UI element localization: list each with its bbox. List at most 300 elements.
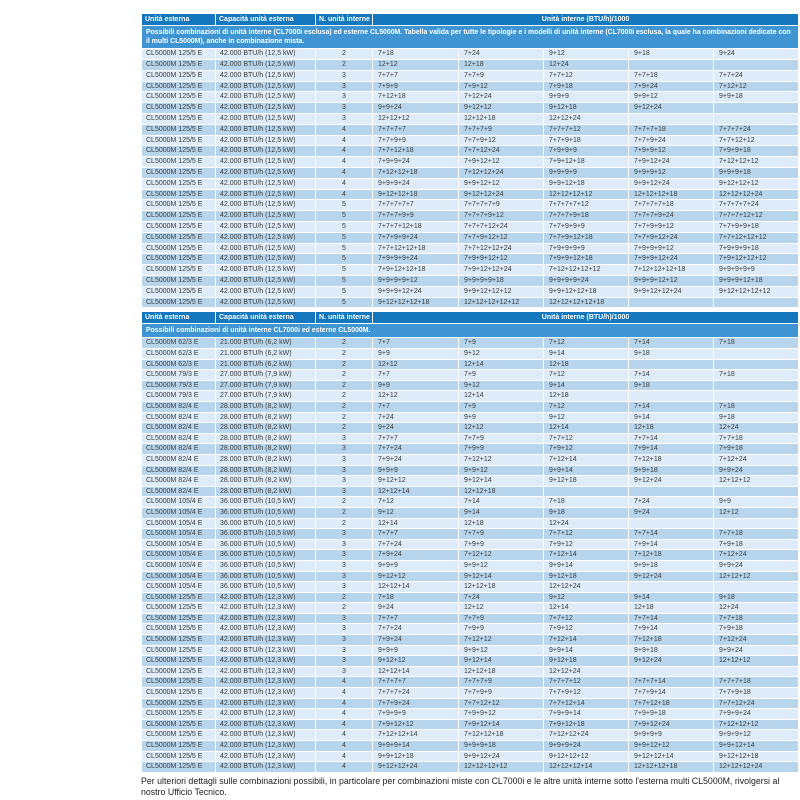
capacity-cell: 42.000 BTU/h (12,5 kW) <box>216 190 315 200</box>
combination-cell: 7+7+9 <box>459 614 543 624</box>
outdoor-unit-cell: CL5000M 125/5 E <box>142 222 215 232</box>
combination-cell: 7+7+7+9+24 <box>629 211 713 221</box>
table-row <box>142 391 798 401</box>
table-row <box>142 720 798 730</box>
table-row <box>142 709 798 719</box>
combination-cell: 7+9+12+12+12 <box>714 254 798 264</box>
indoor-count-cell: 5 <box>316 287 372 297</box>
combination-cell: 7+7+9+14 <box>629 688 713 698</box>
combination-cell: 7+12+12+12+18 <box>629 265 713 275</box>
combination-cell: 7+7+24 <box>373 540 458 550</box>
table-row <box>142 360 798 370</box>
capacity-cell: 42.000 BTU/h (12,3 kW) <box>216 603 315 613</box>
outdoor-unit-cell: CL5000M 125/5 E <box>142 287 215 297</box>
capacity-cell: 42.000 BTU/h (12,5 kW) <box>216 179 315 189</box>
indoor-count-cell: 3 <box>316 455 372 465</box>
combination-cell: 12+12+18 <box>459 114 543 124</box>
combination-cell: 12+12+24 <box>544 667 628 677</box>
combination-cell: 9+12+18 <box>544 572 628 582</box>
combination-cell: 12+12+18 <box>459 582 543 592</box>
indoor-count-cell: 4 <box>316 709 372 719</box>
table-row <box>142 146 798 156</box>
indoor-count-cell: 5 <box>316 233 372 243</box>
combination-cell: 7+12+12 <box>714 82 798 92</box>
table-header-row <box>142 14 798 25</box>
combination-cell: 7+9+12+12 <box>373 720 458 730</box>
combination-cell <box>714 487 798 497</box>
table-note-row <box>142 26 798 48</box>
combination-cell: 7+7+12 <box>544 71 628 81</box>
indoor-count-cell: 4 <box>316 157 372 167</box>
combination-cell: 7+7+9+9+24 <box>373 233 458 243</box>
capacity-cell: 36.000 BTU/h (10,5 kW) <box>216 519 315 529</box>
combination-cell: 7+9+14 <box>629 624 713 634</box>
outdoor-unit-cell: CL5000M 105/4 E <box>142 561 215 571</box>
combination-cell: 9+9+12+12+12 <box>459 287 543 297</box>
combination-cell: 12+12+14 <box>373 487 458 497</box>
indoor-count-cell: 5 <box>316 254 372 264</box>
combination-cell: 7+9+9+9+24 <box>373 254 458 264</box>
outdoor-unit-cell: CL5000M 125/5 E <box>142 276 215 286</box>
combination-cell: 9+18 <box>714 413 798 423</box>
combination-cell: 7+12+14 <box>544 635 628 645</box>
table-row <box>142 646 798 656</box>
combination-cell: 9+9+12+12+18 <box>544 287 628 297</box>
capacity-cell: 28.000 BTU/h (8,2 kW) <box>216 444 315 454</box>
combination-cell: 9+24 <box>373 603 458 613</box>
combination-cell: 9+12+12+24 <box>459 190 543 200</box>
capacity-cell: 36.000 BTU/h (10,5 kW) <box>216 561 315 571</box>
table-row <box>142 114 798 124</box>
combination-cell: 7+7+7+12+18 <box>373 222 458 232</box>
combination-cell: 7+7+7 <box>373 614 458 624</box>
combination-cell: 7+14 <box>629 370 713 380</box>
combination-cell: 12+12 <box>373 60 458 70</box>
table-row <box>142 71 798 81</box>
capacity-cell: 42.000 BTU/h (12,3 kW) <box>216 720 315 730</box>
outdoor-unit-cell: CL5000M 125/5 E <box>142 136 215 146</box>
outdoor-unit-cell: CL5000M 105/4 E <box>142 572 215 582</box>
combination-cell <box>714 519 798 529</box>
table-row <box>142 254 798 264</box>
combination-cell: 9+12 <box>544 593 628 603</box>
combination-cell: 7+18 <box>714 370 798 380</box>
table-row <box>142 656 798 666</box>
combination-cell: 7+7+14 <box>629 614 713 624</box>
indoor-count-cell: 3 <box>316 103 372 113</box>
capacity-cell: 42.000 BTU/h (12,3 kW) <box>216 635 315 645</box>
outdoor-unit-cell: CL5000M 125/5 E <box>142 244 215 254</box>
outdoor-unit-cell: CL5000M 62/3 E <box>142 360 215 370</box>
combination-cell: 9+9+24 <box>714 646 798 656</box>
combination-cell: 9+9+9 <box>373 466 458 476</box>
outdoor-unit-cell: CL5000M 82/4 E <box>142 423 215 433</box>
outdoor-unit-cell: CL5000M 125/5 E <box>142 168 215 178</box>
combination-cell: 12+18 <box>459 519 543 529</box>
combination-cell: 7+7+7 <box>373 71 458 81</box>
capacity-cell: 42.000 BTU/h (12,5 kW) <box>216 103 315 113</box>
combination-cell: 9+9+18 <box>629 561 713 571</box>
outdoor-unit-cell: CL5000M 105/4 E <box>142 519 215 529</box>
combination-cell: 9+9+12+24 <box>629 179 713 189</box>
combination-cell: 7+9+9+24 <box>373 157 458 167</box>
table-body <box>142 49 798 307</box>
combination-cell: 9+9+18 <box>629 646 713 656</box>
combination-cell: 9+9+12+18 <box>544 179 628 189</box>
indoor-count-cell: 5 <box>316 211 372 221</box>
indoor-count-cell: 4 <box>316 136 372 146</box>
combination-cell: 7+7+7+14 <box>629 677 713 687</box>
combination-cell: 7+7+9+12 <box>459 136 543 146</box>
combination-cell: 9+9+24 <box>373 103 458 113</box>
combination-cell: 7+12+18 <box>373 92 458 102</box>
combination-cell <box>714 360 798 370</box>
table-row <box>142 200 798 210</box>
indoor-count-cell: 2 <box>316 423 372 433</box>
combination-cell: 7+7+9+18 <box>714 688 798 698</box>
indoor-count-cell: 2 <box>316 349 372 359</box>
table-row <box>142 222 798 232</box>
table-row <box>142 49 798 59</box>
indoor-count-cell: 3 <box>316 529 372 539</box>
combination-cell: 12+12 <box>373 360 458 370</box>
indoor-count-cell: 2 <box>316 391 372 401</box>
combination-cell: 7+9 <box>459 338 543 348</box>
combination-cell: 9+9+14 <box>544 646 628 656</box>
outdoor-unit-cell: CL5000M 62/3 E <box>142 338 215 348</box>
combination-cell: 7+9+12+18 <box>544 720 628 730</box>
combination-cell: 7+9+12+14 <box>459 720 543 730</box>
combination-cell: 7+7+24 <box>714 71 798 81</box>
table-note-row <box>142 324 798 337</box>
combination-cell <box>714 114 798 124</box>
combination-cell: 9+9 <box>714 497 798 507</box>
capacity-cell: 28.000 BTU/h (8,2 kW) <box>216 466 315 476</box>
combination-cell: 7+7+12+12+12 <box>714 233 798 243</box>
combination-cell: 7+12+24 <box>459 92 543 102</box>
indoor-count-cell: 3 <box>316 624 372 634</box>
combination-cell: 9+12+24 <box>629 103 713 113</box>
combination-cell: 7+9+9+9 <box>373 709 458 719</box>
combination-cell: 7+12+14 <box>544 455 628 465</box>
column-header-outdoor-unit: Unità esterna <box>142 14 215 25</box>
combination-cell: 7+12+24 <box>714 550 798 560</box>
outdoor-unit-cell: CL5000M 125/5 E <box>142 71 215 81</box>
indoor-count-cell: 3 <box>316 71 372 81</box>
capacity-cell: 42.000 BTU/h (12,5 kW) <box>216 168 315 178</box>
combination-cell: 7+12+12 <box>459 635 543 645</box>
indoor-count-cell: 4 <box>316 146 372 156</box>
outdoor-unit-cell: CL5000M 125/5 E <box>142 49 215 59</box>
indoor-count-cell: 3 <box>316 572 372 582</box>
combination-cell: 7+7+7+7+7 <box>373 200 458 210</box>
combination-cell: 12+18 <box>629 603 713 613</box>
outdoor-unit-cell: CL5000M 82/4 E <box>142 402 215 412</box>
capacity-cell: 21.000 BTU/h (6,2 kW) <box>216 360 315 370</box>
combination-cell: 9+9+9+9+18 <box>459 276 543 286</box>
combination-cell: 7+7+9+9 <box>459 688 543 698</box>
combination-cell: 7+9+12 <box>544 540 628 550</box>
combination-cell: 7+9+9+12+18 <box>544 254 628 264</box>
indoor-count-cell: 3 <box>316 614 372 624</box>
combination-cell <box>629 667 713 677</box>
indoor-count-cell: 3 <box>316 635 372 645</box>
capacity-cell: 42.000 BTU/h (12,3 kW) <box>216 677 315 687</box>
indoor-count-cell: 5 <box>316 244 372 254</box>
combination-cell: 9+9+9+9 <box>544 168 628 178</box>
combination-cell: 12+12+12+18 <box>629 190 713 200</box>
combination-cell: 7+9+18 <box>714 444 798 454</box>
combination-cell <box>714 60 798 70</box>
capacity-cell: 42.000 BTU/h (12,5 kW) <box>216 265 315 275</box>
combination-cell: 7+7+7+7 <box>373 125 458 135</box>
combination-cell: 7+9+18 <box>714 624 798 634</box>
combination-cell: 7+7+7+12+24 <box>459 222 543 232</box>
table-row <box>142 487 798 497</box>
combination-cell: 7+7+7+9+12 <box>459 211 543 221</box>
footer-note: Per ulteriori dettagli sulle combinazioni possibili, in particolare per combinazioni miste con CL7000i e le altre unità interne sotto l'esterna multi CL5000M, rivolgersi al nostro Ufficio Tecnico. <box>141 776 780 798</box>
combination-cell: 7+9+9+9+9 <box>544 244 628 254</box>
combination-cell: 9+9+14 <box>544 466 628 476</box>
combination-cell: 9+9+24 <box>714 466 798 476</box>
table-row <box>142 593 798 603</box>
combination-cell: 7+7+24 <box>373 624 458 634</box>
combination-cell: 9+12 <box>459 381 543 391</box>
capacity-cell: 28.000 BTU/h (8,2 kW) <box>216 423 315 433</box>
table-row <box>142 730 798 740</box>
capacity-cell: 42.000 BTU/h (12,3 kW) <box>216 688 315 698</box>
capacity-cell: 42.000 BTU/h (12,5 kW) <box>216 49 315 59</box>
combination-cell: 9+12+18 <box>544 656 628 666</box>
outdoor-unit-cell: CL5000M 125/5 E <box>142 667 215 677</box>
combination-cell <box>629 519 713 529</box>
outdoor-unit-cell: CL5000M 125/5 E <box>142 179 215 189</box>
outdoor-unit-cell: CL5000M 125/5 E <box>142 200 215 210</box>
combination-cell: 9+18 <box>714 593 798 603</box>
combination-cell: 7+12+12+14 <box>373 730 458 740</box>
outdoor-unit-cell: CL5000M 125/5 E <box>142 103 215 113</box>
combination-cell: 9+9+9+12 <box>629 168 713 178</box>
combination-cell: 12+12+12 <box>714 476 798 486</box>
outdoor-unit-cell: CL5000M 125/5 E <box>142 677 215 687</box>
outdoor-unit-cell: CL5000M 125/5 E <box>142 211 215 221</box>
capacity-cell: 28.000 BTU/h (8,2 kW) <box>216 413 315 423</box>
combination-cell: 9+18 <box>629 381 713 391</box>
capacity-cell: 42.000 BTU/h (12,5 kW) <box>216 82 315 92</box>
column-header-indoor-count: N. unità interne <box>316 14 372 25</box>
combination-cell: 7+9+12 <box>544 624 628 634</box>
capacity-cell: 42.000 BTU/h (12,5 kW) <box>216 136 315 146</box>
combination-cell: 9+9+12+24 <box>459 752 543 762</box>
combination-cell: 7+18 <box>373 593 458 603</box>
capacity-cell: 36.000 BTU/h (10,5 kW) <box>216 582 315 592</box>
outdoor-unit-cell: CL5000M 105/4 E <box>142 540 215 550</box>
capacity-cell: 36.000 BTU/h (10,5 kW) <box>216 572 315 582</box>
outdoor-unit-cell: CL5000M 62/3 E <box>142 349 215 359</box>
indoor-count-cell: 2 <box>316 413 372 423</box>
outdoor-unit-cell: CL5000M 125/5 E <box>142 593 215 603</box>
combination-cell: 9+12+12 <box>373 572 458 582</box>
table-row <box>142 603 798 613</box>
outdoor-unit-cell: CL5000M 125/5 E <box>142 60 215 70</box>
combination-cell: 9+12+14 <box>459 656 543 666</box>
combination-cell: 12+12+18 <box>459 667 543 677</box>
combination-cell: 12+18 <box>629 423 713 433</box>
combination-cell: 9+9+12 <box>629 92 713 102</box>
combination-cell: 7+9+18 <box>544 82 628 92</box>
table-note: Possibili combinazioni di unità interne (CL7000i esclusa) ed esterne CL5000M. Tabella valida per tutte le tipologie e i modelli di unità interne (CL7000i esclusa, la quale ha combinazioni dedicate con il multi CL5000M), anche in combinazione mista. <box>142 26 798 48</box>
combination-cell: 12+12+12+12+18 <box>544 298 628 308</box>
combination-cell: 7+12+18 <box>629 455 713 465</box>
outdoor-unit-cell: CL5000M 82/4 E <box>142 434 215 444</box>
indoor-count-cell: 2 <box>316 593 372 603</box>
combination-cell: 7+9+9+18 <box>714 146 798 156</box>
combination-cell: 9+12+12 <box>459 103 543 113</box>
combination-cell: 9+9 <box>373 381 458 391</box>
combination-cell: 12+14 <box>373 519 458 529</box>
combination-cell: 7+12 <box>544 338 628 348</box>
combination-cell: 9+12+18 <box>544 476 628 486</box>
capacity-cell: 42.000 BTU/h (12,3 kW) <box>216 624 315 634</box>
combination-cell: 7+18 <box>714 338 798 348</box>
table-row <box>142 179 798 189</box>
combination-cell: 9+12+12+24 <box>373 762 458 772</box>
indoor-count-cell: 5 <box>316 276 372 286</box>
combination-cell: 12+14 <box>544 423 628 433</box>
capacity-cell: 42.000 BTU/h (12,5 kW) <box>216 200 315 210</box>
combination-cell: 12+18 <box>544 391 628 401</box>
outdoor-unit-cell: CL5000M 125/5 E <box>142 688 215 698</box>
combination-cell: 9+9+18 <box>629 466 713 476</box>
combination-cell: 9+12+12 <box>373 476 458 486</box>
combination-cell: 7+7+18 <box>714 614 798 624</box>
combination-cell: 7+7+9 <box>459 434 543 444</box>
combination-cell <box>629 60 713 70</box>
combination-cell: 12+12+12+12+12 <box>459 298 543 308</box>
table-row <box>142 752 798 762</box>
capacity-cell: 42.000 BTU/h (12,3 kW) <box>216 709 315 719</box>
capacity-cell: 42.000 BTU/h (12,3 kW) <box>216 667 315 677</box>
combination-cell: 12+12+12+24 <box>714 762 798 772</box>
table-row <box>142 82 798 92</box>
combination-cell: 9+12 <box>373 508 458 518</box>
combination-cell <box>714 391 798 401</box>
combination-cell: 7+7+12+14 <box>544 699 628 709</box>
combination-cell: 7+12 <box>544 402 628 412</box>
outdoor-unit-cell: CL5000M 125/5 E <box>142 146 215 156</box>
combination-cell: 7+7+12+18 <box>629 699 713 709</box>
combination-cell: 12+12 <box>459 603 543 613</box>
indoor-count-cell: 2 <box>316 603 372 613</box>
combination-cell: 12+18 <box>544 360 628 370</box>
outdoor-unit-cell: CL5000M 125/5 E <box>142 157 215 167</box>
combination-cell: 7+12+12 <box>459 455 543 465</box>
capacity-cell: 42.000 BTU/h (12,3 kW) <box>216 762 315 772</box>
capacity-cell: 42.000 BTU/h (12,5 kW) <box>216 60 315 70</box>
table-row <box>142 667 798 677</box>
table-row <box>142 434 798 444</box>
outdoor-unit-cell: CL5000M 82/4 E <box>142 487 215 497</box>
combination-cell: 9+12+12+12+18 <box>373 298 458 308</box>
table-row <box>142 211 798 221</box>
table-row <box>142 572 798 582</box>
outdoor-unit-cell: CL5000M 125/5 E <box>142 92 215 102</box>
combination-cell: 9+9+24 <box>714 561 798 571</box>
outdoor-unit-cell: CL5000M 125/5 E <box>142 614 215 624</box>
column-header-indoor-units: Unità interne (BTU/h)/1000 <box>373 312 798 323</box>
outdoor-unit-cell: CL5000M 125/5 E <box>142 125 215 135</box>
combination-cell: 7+24 <box>459 593 543 603</box>
table-row <box>142 244 798 254</box>
combination-cell: 7+7+12 <box>544 529 628 539</box>
capacity-cell: 42.000 BTU/h (12,3 kW) <box>216 752 315 762</box>
indoor-count-cell: 4 <box>316 741 372 751</box>
combination-cell: 9+9+12+14 <box>714 741 798 751</box>
combination-cell: 7+12+18 <box>629 550 713 560</box>
combination-cell: 12+14 <box>459 391 543 401</box>
combination-cell: 7+9+9+9+18 <box>714 244 798 254</box>
combination-cell: 9+24 <box>629 508 713 518</box>
table-row <box>142 136 798 146</box>
combination-cell: 7+7+7+7+24 <box>714 200 798 210</box>
combination-cell: 7+12+12+12 <box>714 157 798 167</box>
combination-cell <box>544 487 628 497</box>
indoor-count-cell: 4 <box>316 752 372 762</box>
combination-cell: 7+9+18 <box>714 540 798 550</box>
combination-cell: 12+12+14 <box>373 582 458 592</box>
capacity-cell: 42.000 BTU/h (12,3 kW) <box>216 614 315 624</box>
capacity-cell: 42.000 BTU/h (12,5 kW) <box>216 114 315 124</box>
combination-cell: 9+12 <box>544 49 628 59</box>
combination-cell: 7+7+7+12+12 <box>714 211 798 221</box>
table-row <box>142 125 798 135</box>
capacity-cell: 42.000 BTU/h (12,5 kW) <box>216 254 315 264</box>
table-row <box>142 582 798 592</box>
combination-cell: 7+7+7+7 <box>373 677 458 687</box>
table-row <box>142 413 798 423</box>
combination-cell: 7+7+7 <box>373 529 458 539</box>
combination-cell: 7+12+12+24 <box>459 168 543 178</box>
combination-cell: 9+9+9+9+12 <box>373 276 458 286</box>
combination-cell: 12+24 <box>544 60 628 70</box>
combination-cell: 7+9+12 <box>459 82 543 92</box>
combination-cell: 12+12+12 <box>373 114 458 124</box>
combination-cell: 7+9+24 <box>373 635 458 645</box>
combination-cell: 7+7+18 <box>714 434 798 444</box>
combination-cell <box>714 667 798 677</box>
combination-cell: 7+12+12+18 <box>373 168 458 178</box>
indoor-count-cell: 4 <box>316 125 372 135</box>
combination-cell: 7+7+18 <box>629 71 713 81</box>
indoor-count-cell: 4 <box>316 190 372 200</box>
combination-cell: 9+9+9+12+12 <box>629 276 713 286</box>
combination-cell: 9+9 <box>373 349 458 359</box>
indoor-count-cell: 2 <box>316 60 372 70</box>
combination-cell <box>714 582 798 592</box>
combination-cell: 7+7+12+24 <box>714 699 798 709</box>
indoor-count-cell: 3 <box>316 561 372 571</box>
table-row <box>142 677 798 687</box>
combination-cell: 7+7+9+9+12 <box>629 222 713 232</box>
combination-cell: 7+9+9+14 <box>544 709 628 719</box>
combination-cell: 7+7+9+24 <box>373 699 458 709</box>
column-header-capacity: Capacità unità esterna <box>216 312 315 323</box>
combination-cell: 7+14 <box>629 402 713 412</box>
capacity-cell: 28.000 BTU/h (8,2 kW) <box>216 476 315 486</box>
combination-cell: 7+18 <box>544 497 628 507</box>
outdoor-unit-cell: CL5000M 125/5 E <box>142 254 215 264</box>
capacity-cell: 28.000 BTU/h (8,2 kW) <box>216 434 315 444</box>
